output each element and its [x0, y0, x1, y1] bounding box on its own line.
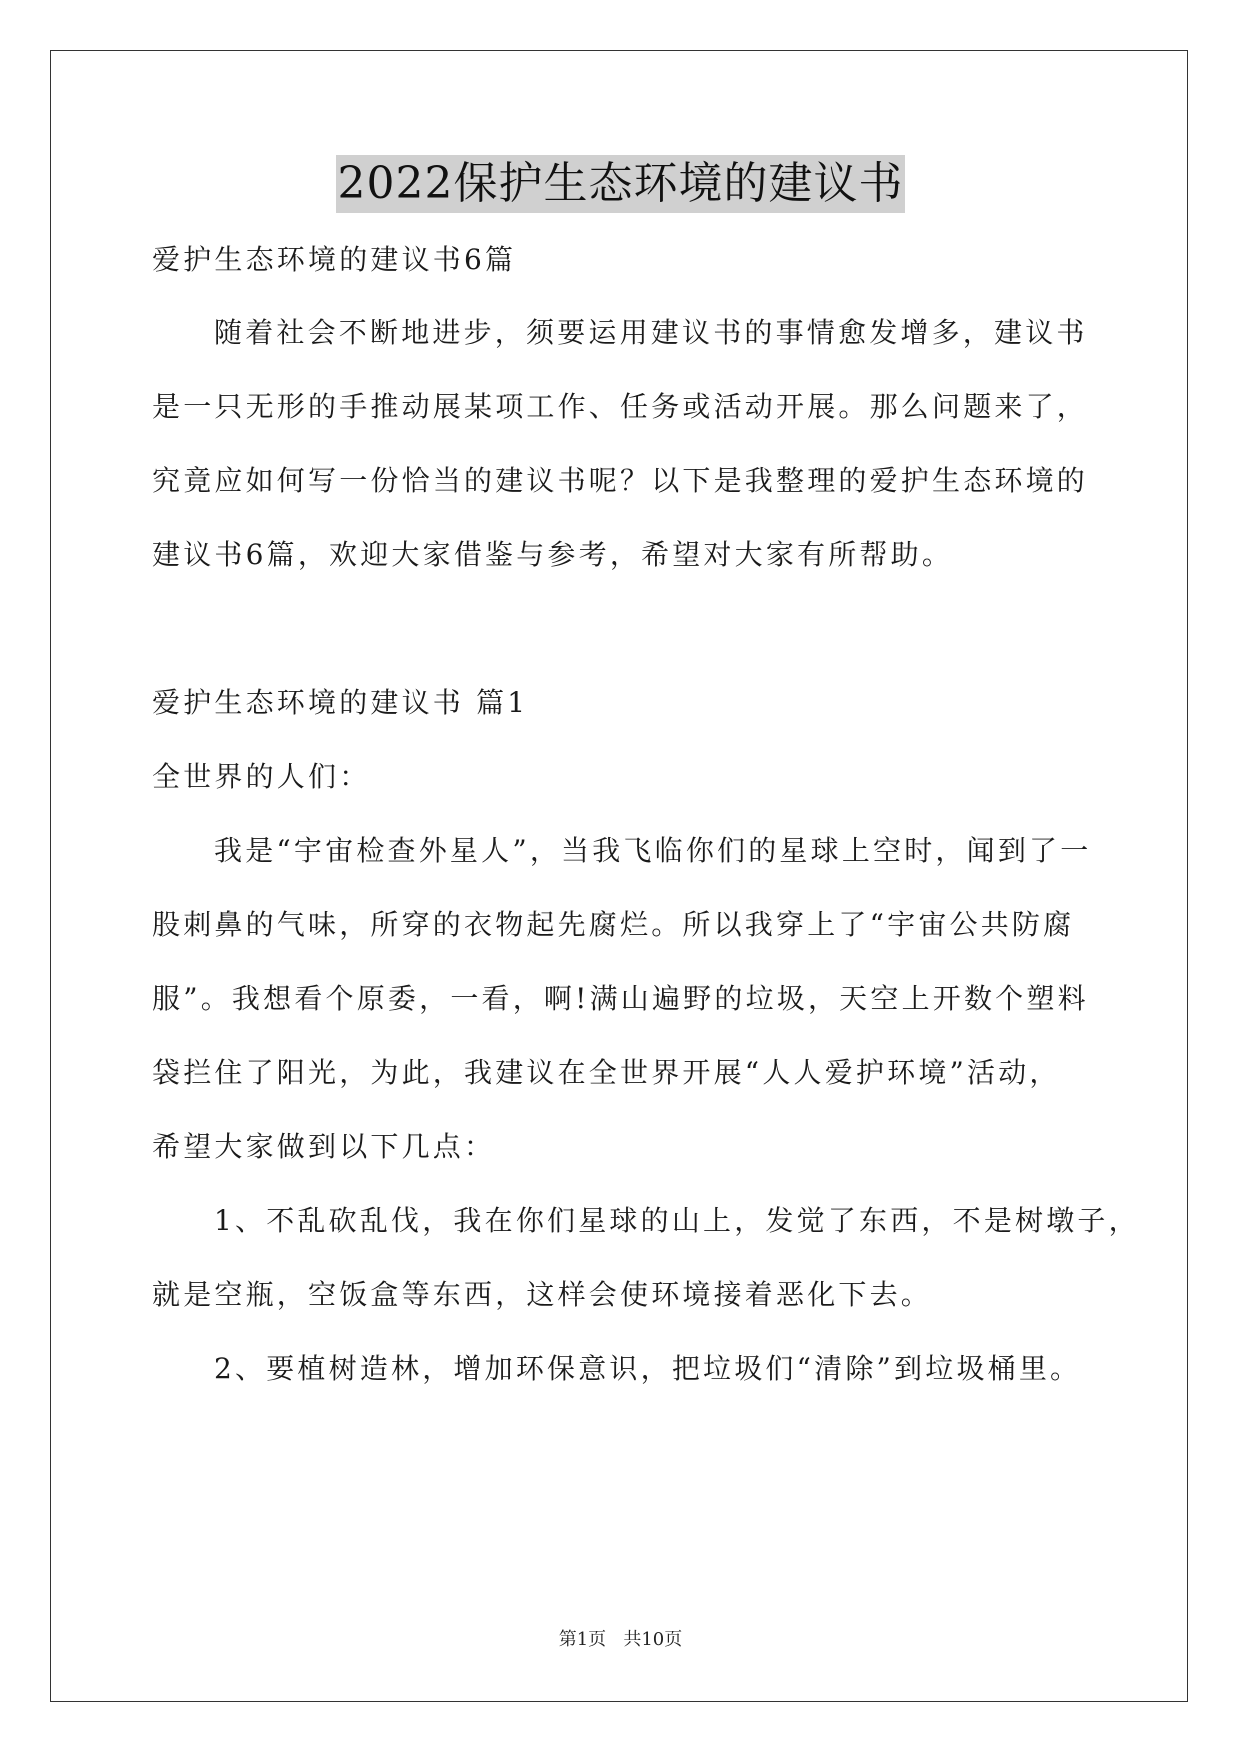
intro-paragraph-line: 是一只无形的手推动展某项工作、任务或活动开展。那么问题来了，	[152, 390, 1089, 423]
page-total: 共10页	[623, 1629, 683, 1650]
intro-paragraph-line: 随着社会不断地进步，须要运用建议书的事情愈发增多，建议书	[214, 316, 1088, 349]
body-paragraph-line: 股刺鼻的气味，所穿的衣物起先腐烂。所以我穿上了“宇宙公共防腐	[152, 908, 1075, 941]
body-paragraph-line: 希望大家做到以下几点：	[152, 1130, 496, 1163]
body-paragraph-line: 我是“宇宙检查外星人”，当我飞临你们的星球上空时，闻到了一	[214, 834, 1092, 867]
page-number: 第1页	[558, 1629, 607, 1650]
page-border	[50, 50, 1188, 1702]
document-title: 2022保护生态环境的建议书	[336, 155, 906, 213]
body-paragraph-line: 服”。我想看个原委，一看，啊!满山遍野的垃圾，天空上开数个塑料	[152, 982, 1089, 1015]
page-footer	[0, 1628, 1241, 1652]
title-container	[0, 155, 1241, 213]
list-item-line: 1、不乱砍乱伐，我在你们星球的山上，发觉了东西，不是树墩子，	[214, 1204, 1140, 1237]
intro-paragraph-line: 究竟应如何写一份恰当的建议书呢？以下是我整理的爱护生态环境的	[152, 464, 1089, 497]
section-heading: 爱护生态环境的建议书 篇1	[152, 686, 529, 719]
body-paragraph-line: 袋拦住了阳光，为此，我建议在全世界开展“人人爱护环境”活动，	[152, 1056, 1061, 1089]
document-subtitle: 爱护生态环境的建议书6篇	[152, 243, 517, 276]
list-item-line: 2、要植树造林，增加环保意识，把垃圾们“清除”到垃圾桶里。	[214, 1352, 1082, 1385]
intro-paragraph-line: 建议书6篇，欢迎大家借鉴与参考，希望对大家有所帮助。	[152, 538, 954, 571]
list-item-line: 就是空瓶，空饭盒等东西，这样会使环境接着恶化下去。	[152, 1278, 933, 1311]
salutation: 全世界的人们：	[152, 760, 371, 793]
